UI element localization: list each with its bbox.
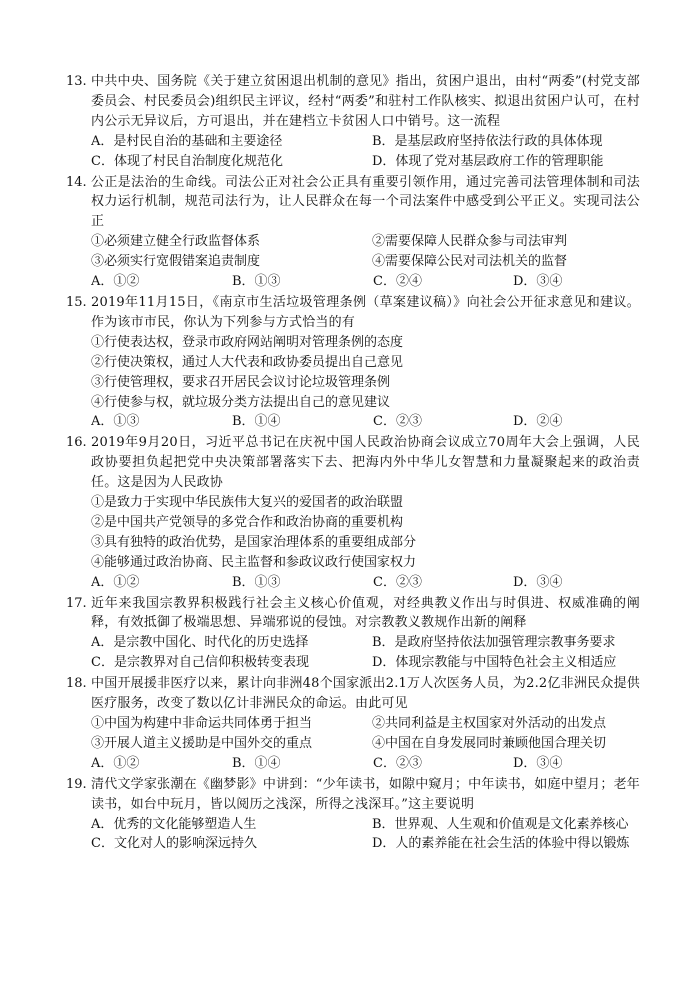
statement-list bbox=[66, 714, 640, 754]
statement-list bbox=[66, 493, 640, 573]
option-a[interactable]: A．是村民自治的基础和主要途径 bbox=[91, 133, 283, 149]
statement-4: ④需要保障公民对司法机关的监督 bbox=[372, 254, 568, 270]
question-stem: 清代文学家张潮在《幽梦影》中讲到：“少年读书，如隙中窥月；中年读书，如庭中望月；老年读书，如台中玩月，皆以阅历之浅深，所得之浅深耳。”这主要说明 bbox=[91, 776, 640, 812]
question-stem: 中国开展援非医疗以来，累计向非洲48个国家派出2.1万人次医务人员，为2.2亿非洲民众提供医疗服务，改变了数以亿计非洲民众的命运。由此可见 bbox=[91, 676, 640, 712]
option-c[interactable]: C．文化对人的影响深远持久 bbox=[91, 836, 257, 852]
question-17 bbox=[66, 594, 640, 674]
statement-2: ②共同利益是主权国家对外活动的出发点 bbox=[372, 716, 607, 731]
statement-2: ②行使决策权，通过人大代表和政协委员提出自己意见 bbox=[91, 354, 404, 370]
question-number: 18. bbox=[66, 676, 87, 692]
option-d[interactable]: D．体现了党对基层政府工作的管理职能 bbox=[372, 153, 604, 169]
answer-options bbox=[66, 754, 640, 774]
option-d[interactable]: D．③④ bbox=[513, 755, 563, 771]
statement-list bbox=[66, 232, 640, 272]
option-c[interactable]: C．②③ bbox=[373, 755, 422, 771]
option-a[interactable]: A．①② bbox=[91, 574, 140, 590]
option-a[interactable]: A．优秀的文化能够塑造人生 bbox=[91, 816, 257, 832]
statement-3: ③开展人道主义援助是中国外交的重点 bbox=[91, 735, 313, 751]
question-19 bbox=[66, 775, 640, 855]
statement-1: ①行使表达权，登录市政府网站阐明对管理条例的态度 bbox=[91, 334, 404, 350]
question-18 bbox=[66, 674, 640, 774]
option-d[interactable]: D．③④ bbox=[513, 274, 563, 290]
statement-2: ②是中国共产党领导的多党合作和政治协商的重要机构 bbox=[91, 514, 404, 530]
question-number: 15. bbox=[66, 294, 87, 310]
option-b[interactable]: B．①③ bbox=[232, 274, 281, 290]
option-b[interactable]: B．是基层政府坚持依法行政的具体体现 bbox=[372, 133, 603, 149]
option-c[interactable]: C．②③ bbox=[373, 574, 422, 590]
option-b[interactable]: B．世界观、人生观和价值观是文化素养核心 bbox=[372, 816, 629, 832]
question-number: 16. bbox=[66, 435, 87, 451]
question-14 bbox=[66, 173, 640, 292]
option-d[interactable]: D．体现宗教能与中国特色社会主义相适应 bbox=[372, 655, 617, 671]
statement-2: ②需要保障人民群众参与司法审判 bbox=[372, 234, 568, 250]
option-c[interactable]: C．是宗教界对自己信仰积极转变表现 bbox=[91, 655, 309, 671]
question-number: 13. bbox=[66, 74, 87, 89]
option-c[interactable]: C．②③ bbox=[373, 414, 422, 430]
question-stem: 公正是法治的生命线。司法公正对社会公正具有重要引领作用，通过完善司法管理体制和司法权力运行机制，规范司法行为，让人民群众在每一个司法案件中感受到公平正义。实现司法公正 bbox=[91, 174, 640, 230]
statement-4: ④行使参与权，就垃圾分类方法提出自己的意见建议 bbox=[91, 394, 391, 410]
question-stem: 2019年11月15日，《南京市生活垃圾管理条例（草案建议稿）》向社会公开征求意见和建议。作为该市市民，你认为下列参与方式恰当的有 bbox=[91, 294, 640, 330]
answer-options bbox=[66, 272, 640, 292]
question-stem: 近年来我国宗教界积极践行社会主义核心价值观，对经典教义作出与时俱进、权威准确的阐释，有效抵御了极端思想、异端邪说的侵蚀。对宗教教义教规作出新的阐释 bbox=[91, 595, 640, 631]
option-d[interactable]: D．人的素养能在社会生活的体验中得以锻炼 bbox=[372, 836, 630, 852]
statement-4: ④能够通过政治协商、民主监督和参政议政行使国家权力 bbox=[91, 554, 417, 570]
option-a[interactable]: A．①② bbox=[91, 274, 140, 290]
option-b[interactable]: B．是政府坚持依法加强管理宗教事务要求 bbox=[372, 635, 616, 651]
answer-options bbox=[66, 633, 640, 673]
statement-3: ③具有独特的政治优势，是国家治理体系的重要组成部分 bbox=[91, 534, 417, 550]
question-13 bbox=[66, 72, 640, 172]
option-c[interactable]: C．②④ bbox=[373, 274, 422, 290]
question-list bbox=[66, 72, 640, 855]
option-d[interactable]: D．③④ bbox=[513, 574, 563, 590]
option-d[interactable]: D．②④ bbox=[513, 414, 563, 430]
question-15 bbox=[66, 293, 640, 432]
option-b[interactable]: B．①④ bbox=[232, 414, 281, 430]
answer-options bbox=[66, 412, 640, 432]
answer-options bbox=[66, 815, 640, 855]
statement-1: ①中国为构建中非命运共同体勇于担当 bbox=[91, 716, 313, 731]
option-a[interactable]: A．①② bbox=[91, 755, 140, 771]
option-c[interactable]: C．体现了村民自治制度化规范化 bbox=[91, 153, 283, 169]
option-a[interactable]: A．①③ bbox=[91, 414, 140, 430]
question-stem: 2019年9月20日，习近平总书记在庆祝中国人民政治协商会议成立70周年大会上强调，人民政协要担负起把党中央决策部署落实下去、把海内外中华儿女智慧和力量凝聚起来的政治责任。这是因为人民政协 bbox=[91, 435, 640, 491]
question-16 bbox=[66, 433, 640, 592]
statement-3: ③行使管理权，要求召开居民会议讨论垃圾管理条例 bbox=[91, 374, 391, 390]
question-number: 14. bbox=[66, 174, 87, 190]
question-number: 17. bbox=[66, 595, 87, 611]
statement-3: ③必须实行宽假错案追责制度 bbox=[91, 254, 261, 270]
statement-1: ①是致力于实现中华民族伟大复兴的爱国者的政治联盟 bbox=[91, 495, 404, 511]
statement-4: ④中国在自身发展同时兼顾他国合理关切 bbox=[372, 735, 607, 751]
answer-options bbox=[66, 132, 640, 172]
option-b[interactable]: B．①③ bbox=[232, 574, 281, 590]
statement-1: ①必须建立健全行政监督体系 bbox=[91, 234, 261, 250]
answer-options bbox=[66, 573, 640, 593]
option-b[interactable]: B．①④ bbox=[232, 755, 281, 771]
question-stem: 中共中央、国务院《关于建立贫困退出机制的意见》指出，贫困户退出，由村“两委”(村党支部委员会、村民委员会)组织民主评议，经村“两委”和驻村工作队核实、拟退出贫困户认可，在村内公示无异议后，方可退出，并在建档立卡贫困人口中销号。这一流程 bbox=[91, 74, 640, 129]
question-number: 19. bbox=[66, 776, 87, 792]
option-a[interactable]: A．是宗教中国化、时代化的历史选择 bbox=[91, 635, 309, 651]
statement-list bbox=[66, 333, 640, 413]
